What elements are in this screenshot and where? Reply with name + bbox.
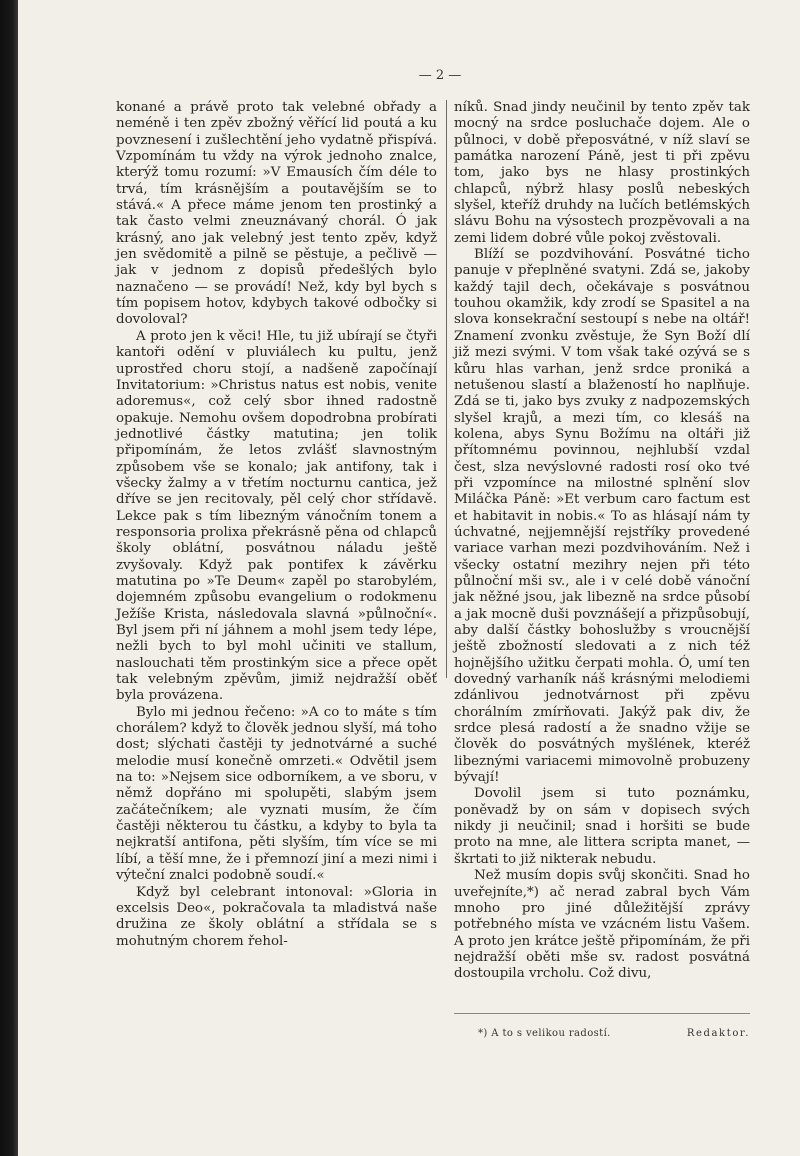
footnote-rule (454, 1013, 750, 1014)
column-divider (446, 100, 447, 678)
book-spine-edge (0, 0, 18, 1156)
paragraph: konané a právě proto tak velebné obřady a neméně i ten zpěv zbožný věřící lid poutá a ku povznesení i zušlechtění jeho vydatně přispívá. Vzpomínám tu vždy na výrok jednoho znalce, kterýž tomu rozumí: »V Emausích čím déle to trvá, tím krásnějším a poutavějším se to stává.« A přece máme jenom ten prostinký a tak často velmi zneuznávaný chorál. Ó jak krásný, ano jak velebný jest tento zpěv, když jen svědomitě a pilně se pěstuje, a pečlivě — jak v jednom z dopisů předešlých bylo naznačeno — se provádí! Než, kdy byl bych s tím popisem hotov, kdybych takové odbočky si dovoloval? (116, 100, 437, 328)
page-number: — 2 — (418, 68, 462, 83)
paragraph: Když byl celebrant intonoval: »Gloria in excelsis Deo«, pokračovala ta mladistvá naše družina ze školy oblátní a střídala se s mohutným chorem řehol- (116, 884, 437, 949)
footnote-editor: Redaktor. (686, 1028, 750, 1039)
paragraph: Bylo mi jednou řečeno: »A co to máte s tím chorálem? když to člověk jednou slyší, má toho dost; slýchati častěji ty jednotvárné a suché melodie musí konečně omrzeti.« Odvětil jsem na to: »Nejsem sice odborníkem, a ve sboru, v němž dopřáno mi spolupěti, slabým jsem začátečníkem; ale vyznati musím, že čím častěji některou tu částku, a kdyby to byla ta nejkratší antifona, pěti slyším, tím více se mi líbí, a těší mne, že i přemnozí jiní a mezi nimi i výteční znalci podobně soudí.« (116, 704, 437, 884)
right-column (454, 100, 750, 983)
left-column (116, 100, 437, 950)
paragraph: níků. Snad jindy neučinil by tento zpěv tak mocný na srdce posluchače dojem. Ale o půlnoci, v době přeposvátné, v níž slaví se památka narození Páně, jest ti při zpěvu tom, jako bys ne hlasy prostinkých chlapců, nýbrž hlasy poslů nebeských slyšel, kteříž druhdy na lučích betlémských slávu Bohu na výsostech prozpěvovali a na zemi lidem dobré vůle pokoj zvěstovali. (454, 100, 750, 246)
footnote-text: *) A to s velikou radostí. (478, 1028, 611, 1039)
footnote (478, 1028, 750, 1039)
paragraph: Než musím dopis svůj skončiti. Snad ho uveřejníte,*) ač nerad zabral bych Vám mnoho pro jiné důležitější zprávy potřebného místa ve vzácném listu Vašem. A proto jen krátce ještě připomínám, že při nejdražší oběti mše sv. radost posvátná dostoupila vrcholu. Což divu, (454, 868, 750, 982)
paragraph: Dovolil jsem si tuto poznámku, poněvadž by on sám v dopisech svých nikdy ji neučinil; snad i horšiti se bude proto na mne, ale littera scripta manet, — škrtati to již nikterak nebudu. (454, 786, 750, 867)
paragraph: A proto jen k věci! Hle, tu již ubírají se čtyři kantoři odění v pluviálech ku pultu, jenž uprostřed choru stojí, a nadšeně započínají Invitatorium: »Christus natus est nobis, venite adoremus«, což celý sbor ihned radostně opakuje. Nemohu ovšem dopodrobna probírati jednotlivé částky matutina; jen tolik připomínám, že letos zvlášť slavnostným způsobem vše se konalo; jak antifony, tak i všecky žalmy a v třetím nocturnu cantica, jež dříve se jen recitovaly, pěl celý chor střídavě. Lekce pak s tím libezným vánočním tonem a responsoria prolixa překrásně pěna od chlapců školy oblátní, posvátnou náladu ještě zvyšovaly. Když pak pontifex k závěrku matutina po »Te Deum« zapěl po starobylém, dojemném způsobu evangelium o rodokmenu Ježíše Krista, následovala slavná »půlnoční«. Byl jsem při ní jáhnem a mohl jsem tedy lépe, nežli bych to byl mohl učiniti ve stallum, naslouchati těm prostinkým sice a přece opět tak velebným zpěvům, jimiž nejdražší oběť byla provázena. (116, 328, 437, 704)
paragraph: Blíží se pozdvihování. Posvátné ticho panuje v přeplněné svatyni. Zdá se, jakoby každý tajil dech, očekávaje s posvátnou touhou okamžik, kdy zrodí se Spasitel a na slova konsekrační sestoupí s nebe na oltář! Znamení zvonku zvěstuje, že Syn Boží dlí již mezi svými. V tom však také ozývá se s kůru hlas varhan, jenž srdce proniká a netušenou slastí a blažeností ho naplňuje. Zdá se ti, jako bys zvuky z nadpozemských slyšel krajů, a mezi tím, co klesáš na kolena, abys Synu Božímu na oltáři již přítomnému povinnou, nejhlubší vzdal čest, slza nevýslovné radosti rosí oko tvé při vzpomínce na milostné splnění slov Miláčka Páně: »Et verbum caro factum est et habitavit in nobis.« To as hlásají nám ty úchvatné, nejjemnější rejstříky provedené variace varhan mezi pozdvihováním. Než i všecky ostatní mezihry nejen při této půlnoční mši sv., ale i v celé době vánoční jak něžné jsou, jak libezně na srdce působí a jak mocně duši povznášejí a přizpůsobují, aby další částky bohoslužby s vroucnější ještě zbožností sledovati a z nich též hojnějšího užitku čerpati mohla. Ó, umí ten dovedný varhaník náš krásnými melodiemi zdánlivou jednotvárnost při zpěvu chorálním zmírňovati. Jakýž pak div, že srdce plesá radostí a že snadno vžije se člověk do posvátných myšlének, kteréž libeznými variacemi mimovolně probuzeny bývají! (454, 247, 750, 786)
